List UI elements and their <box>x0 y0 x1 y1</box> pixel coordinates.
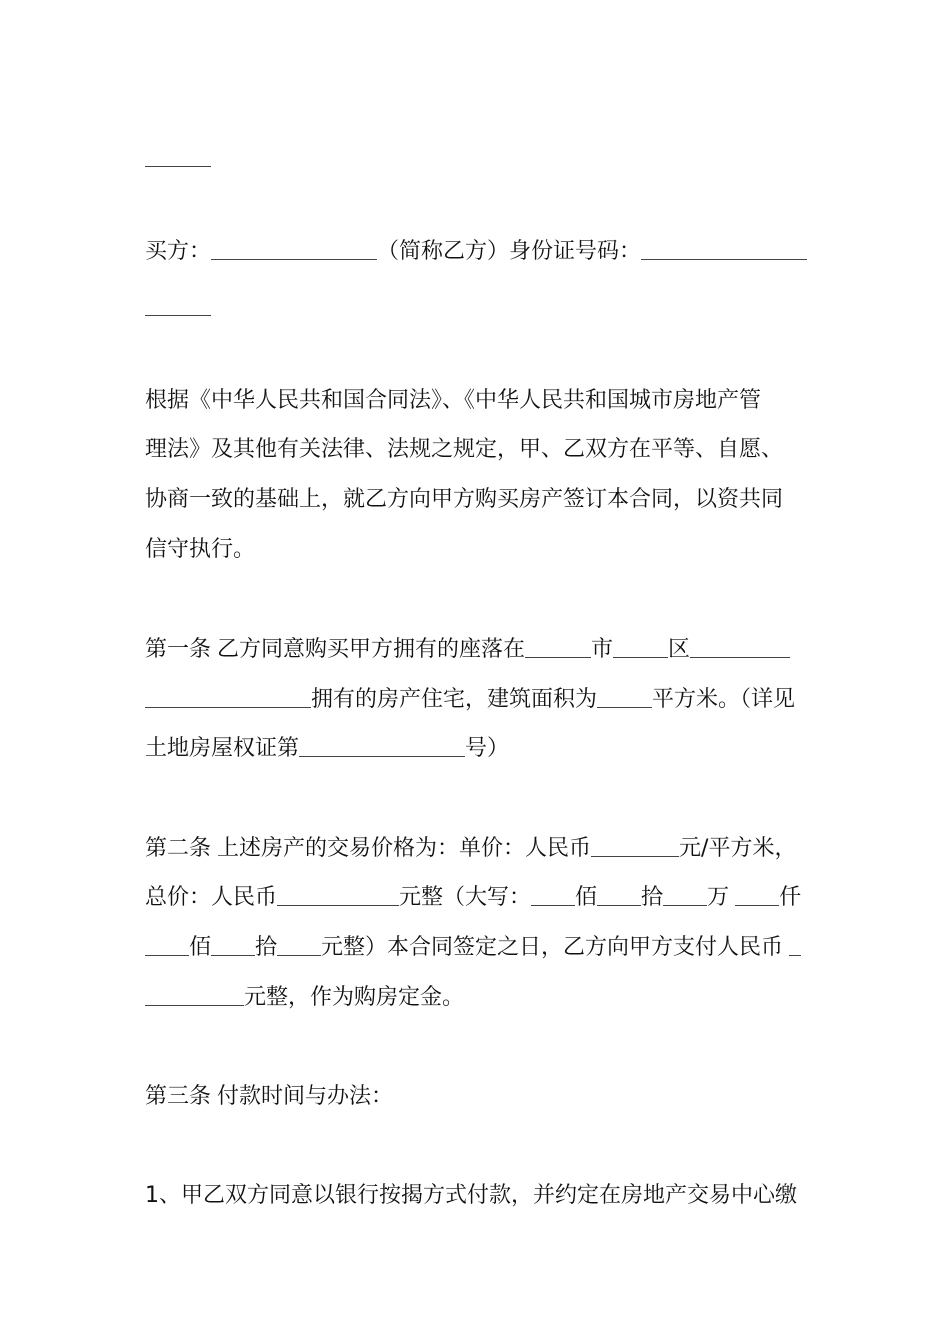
amount-blank <box>531 883 575 906</box>
article-2-text: 上述房产的交易价格为：单价：人民币 <box>217 836 592 861</box>
city-label: 市 <box>591 637 614 662</box>
article-2-text: 元整，作为购房定金。 <box>244 985 465 1010</box>
area-blank <box>597 685 652 708</box>
article-1-text: 拥有的房产住宅，建筑面积为 <box>311 687 598 712</box>
preamble-line: 根据《中华人民共和国合同法》、《中华人民共和国城市房地产管 <box>145 388 762 413</box>
article-2-line-3 <box>145 933 807 963</box>
article-3-heading: 第三条 <box>145 1084 212 1109</box>
unit-price-blank <box>591 834 679 857</box>
article-2-text: 元整（大写： <box>399 885 532 910</box>
amount-unit: 拾 <box>641 885 664 910</box>
article-1-text: 土地房屋权证第 <box>145 736 300 761</box>
amount-blank <box>277 933 321 956</box>
buyer-name-blank <box>211 237 377 260</box>
article-2-text: 元/平方米， <box>679 836 797 861</box>
id-number-label: 身份证号码： <box>509 239 642 264</box>
id-number-blank <box>641 237 807 260</box>
article-1-line-2 <box>145 685 807 715</box>
address-blank <box>145 685 311 708</box>
deposit-blank <box>145 983 244 1006</box>
amount-unit: 佰 <box>189 935 212 960</box>
article-2-line-2 <box>145 883 807 913</box>
article-1-line-3 <box>145 734 807 764</box>
fill-blank <box>145 293 211 316</box>
article-3-line <box>145 1082 807 1112</box>
article-1-text: 号） <box>465 736 510 761</box>
article-1-text: 平方米。（详见 <box>652 687 796 712</box>
amount-blank <box>597 883 641 906</box>
article-1-heading: 第一条 <box>145 637 212 662</box>
article-2-heading: 第二条 <box>145 836 212 861</box>
amount-blank <box>145 933 189 956</box>
article-3-text: 付款时间与办法： <box>217 1084 394 1109</box>
amount-unit: 元整） <box>321 935 388 960</box>
amount-unit: 佰 <box>575 885 598 910</box>
article-1-line-1 <box>145 635 807 665</box>
address-blank <box>690 635 790 658</box>
article-1-text: 乙方同意购买甲方拥有的座落在 <box>217 637 526 662</box>
article-2-line-1 <box>145 834 807 864</box>
buyer-short-label: （简称乙方） <box>377 239 510 264</box>
city-blank <box>525 635 591 658</box>
total-price-blank <box>277 883 399 906</box>
top-blank-line <box>145 144 807 174</box>
district-label: 区 <box>668 637 691 662</box>
amount-blank <box>663 883 707 906</box>
preamble-line: 信守执行。 <box>145 537 256 562</box>
amount-blank <box>211 933 255 956</box>
district-blank <box>613 635 668 658</box>
amount-blank <box>735 883 779 906</box>
preamble-line: 理法》及其他有关法律、法规之规定，甲、乙双方在平等、自愿、 <box>145 437 784 462</box>
article-2-text: 总价：人民币 <box>145 885 278 910</box>
preamble-line: 协商一致的基础上，就乙方向甲方购买房产签订本合同，以资共同 <box>145 487 784 512</box>
deposit-blank <box>789 933 801 956</box>
amount-unit: 万 <box>707 885 730 910</box>
article-2-line-4 <box>145 983 807 1013</box>
buyer-label: 买方： <box>145 239 212 264</box>
payment-item-1: 1、甲乙双方同意以银行按揭方式付款，并约定在房地产交易中心缴 <box>145 1183 797 1208</box>
amount-unit: 拾 <box>255 935 278 960</box>
fill-blank <box>145 144 211 167</box>
article-2-text: 本合同签定之日，乙方向甲方支付人民币 <box>387 935 784 960</box>
buyer-line-continuation <box>145 293 807 323</box>
amount-unit: 仟 <box>779 885 802 910</box>
buyer-line <box>145 237 807 267</box>
certificate-number-blank <box>299 734 465 757</box>
